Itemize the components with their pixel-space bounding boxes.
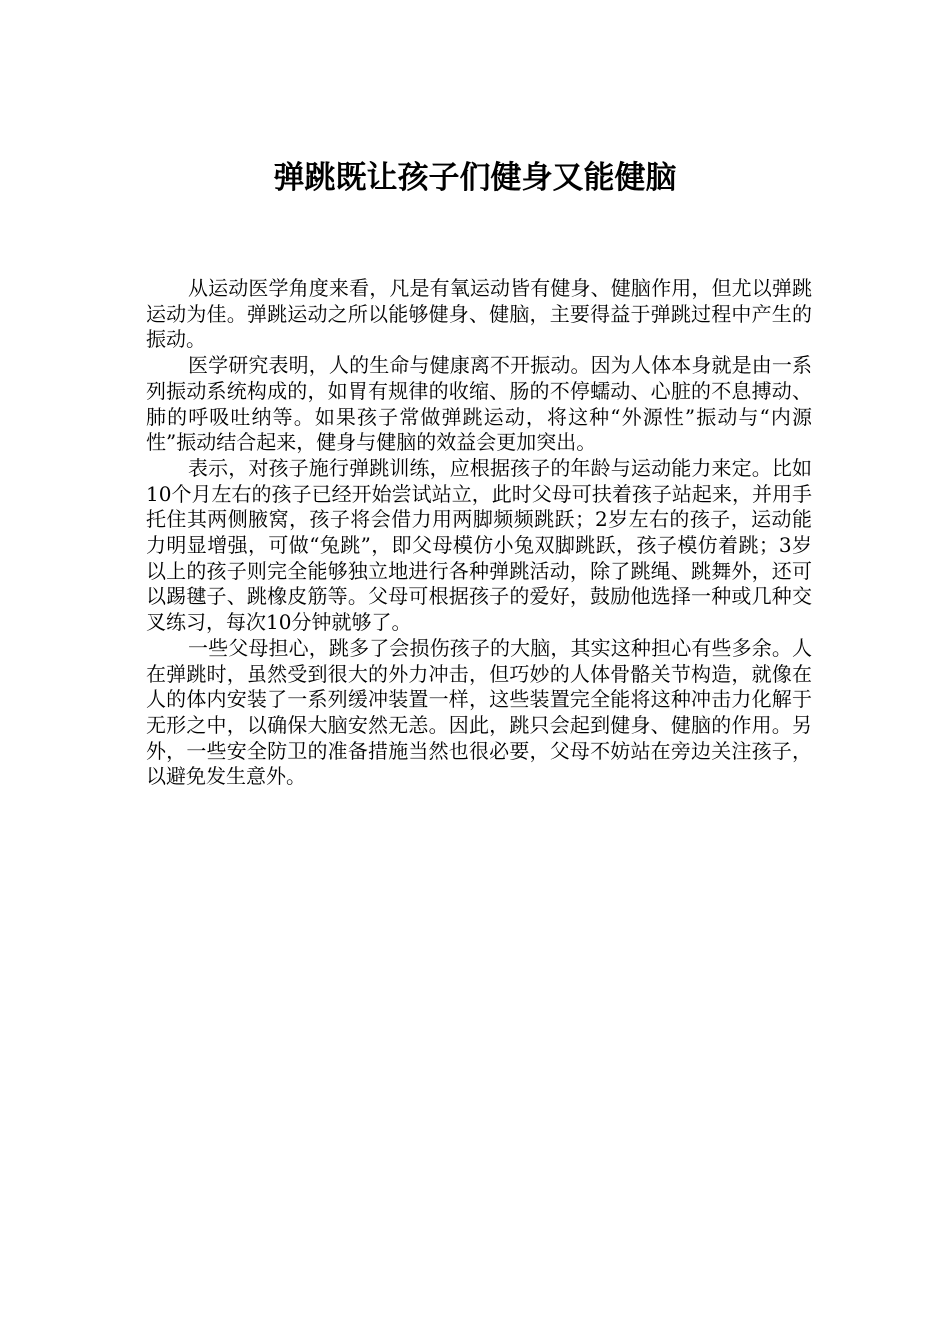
document-title: 弹跳既让孩子们健身又能健脑	[273, 160, 677, 196]
paragraph: 表示，对孩子施行弹跳训练，应根据孩子的年龄与运动能力来定。比如10个月左右的孩子已经开始尝试站立，此时父母可扶着孩子站起来，并用手托住其两侧腋窝，孩子将会借力用两脚频频跳跃；2岁左右的孩子，运动能力明显增强，可做“兔跳”，即父母模仿小兔双脚跳跃，孩子模仿着跳；3岁以上的孩子则完全能够独立地进行各种弹跳活动，除了跳绳、跳舞外，还可以踢毽子、跳橡皮筋等。父母可根据孩子的爱好，鼓励他选择一种或几种交叉练习，每次10分钟就够了。	[146, 455, 812, 635]
document-body	[146, 276, 812, 790]
paragraph: 一些父母担心，跳多了会损伤孩子的大脑，其实这种担心有些多余。人在弹跳时，虽然受到很大的外力冲击，但巧妙的人体骨骼关节构造，就像在人的体内安装了一系列缓冲装置一样，这些装置完全能将这种冲击力化解于无形之中，以确保大脑安然无恙。因此，跳只会起到健身、健脑的作用。另外，一些安全防卫的准备措施当然也很必要，父母不妨站在旁边关注孩子，以避免发生意外。	[146, 635, 812, 789]
paragraph: 医学研究表明，人的生命与健康离不开振动。因为人体本身就是由一系列振动系统构成的，如胃有规律的收缩、肠的不停蠕动、心脏的不息搏动、肺的呼吸吐纳等。如果孩子常做弹跳运动，将这种“外源性”振动与“内源性”振动结合起来，健身与健脑的效益会更加突出。	[146, 353, 812, 455]
paragraph: 从运动医学角度来看，凡是有氧运动皆有健身、健脑作用，但尤以弹跳运动为佳。弹跳运动之所以能够健身、健脑，主要得益于弹跳过程中产生的振动。	[146, 276, 812, 352]
